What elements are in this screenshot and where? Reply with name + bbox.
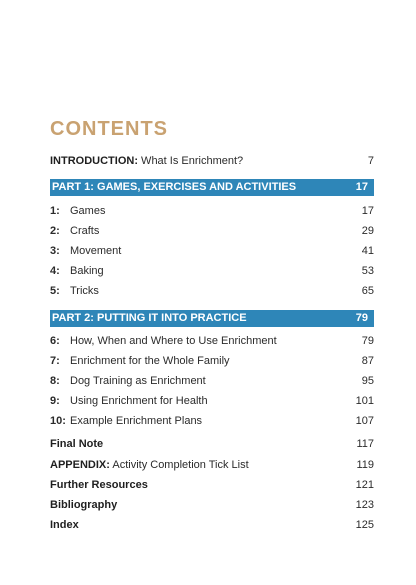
page-number: 17 — [361, 205, 374, 217]
chapter-title: Using Enrichment for Health — [70, 395, 208, 407]
page-number: 123 — [355, 499, 374, 511]
page-number: 79 — [355, 312, 368, 324]
entry-label-bold: Bibliography — [50, 499, 118, 511]
chapter-title: Crafts — [70, 225, 100, 237]
chapter-title: Tricks — [70, 285, 99, 297]
chapter-number: 4: — [50, 265, 60, 277]
toc-entry-index[interactable] — [50, 516, 374, 534]
chapter-number: 8: — [50, 375, 60, 387]
toc-chapter-8[interactable] — [50, 372, 374, 390]
toc-chapter-1[interactable] — [50, 202, 374, 220]
page-number: 121 — [355, 479, 374, 491]
page-number: 95 — [361, 375, 374, 387]
toc-entry-final-note[interactable] — [50, 435, 374, 453]
entry-label-bold: Further Resources — [50, 479, 148, 491]
chapter-title: Enrichment for the Whole Family — [70, 355, 230, 367]
chapter-number: 9: — [50, 395, 60, 407]
toc-part-2-band[interactable] — [50, 310, 374, 327]
chapter-number: 1: — [50, 205, 60, 217]
page-number: 7 — [367, 155, 374, 167]
toc-chapter-7[interactable] — [50, 352, 374, 370]
page-number: 119 — [356, 459, 374, 471]
toc-entry-bibliography[interactable] — [50, 496, 374, 514]
chapter-title: Movement — [70, 245, 122, 257]
chapter-title: Example Enrichment Plans — [70, 415, 203, 427]
entry-label-bold: Index — [50, 519, 79, 531]
chapter-number: 7: — [50, 355, 60, 367]
toc-entry-introduction[interactable] — [50, 152, 374, 170]
chapter-title: How, When and Where to Use Enrichment — [70, 335, 277, 347]
chapter-title: Baking — [70, 265, 104, 277]
toc-chapter-10[interactable] — [50, 412, 374, 430]
entry-label-bold: Final Note — [50, 438, 104, 450]
page-number: 65 — [361, 285, 374, 297]
toc-chapter-6[interactable] — [50, 332, 374, 350]
page-title: CONTENTS — [50, 118, 168, 140]
toc-chapter-2[interactable] — [50, 222, 374, 240]
toc-part-1-band[interactable] — [50, 179, 374, 196]
toc-entry-appendix[interactable] — [50, 456, 374, 474]
entry-label: What Is Enrichment? — [138, 155, 244, 167]
chapter-title: Games — [70, 205, 106, 217]
entry-label: Activity Completion Tick List — [109, 459, 249, 471]
page-number: 107 — [355, 415, 374, 427]
page-number: 53 — [361, 265, 374, 277]
page-number: 125 — [355, 519, 374, 531]
page-number: 117 — [356, 438, 374, 450]
page-number: 101 — [355, 395, 374, 407]
chapter-number: 3: — [50, 245, 60, 257]
chapter-number: 10: — [50, 415, 66, 427]
page-number: 29 — [361, 225, 374, 237]
toc-chapter-4[interactable] — [50, 262, 374, 280]
entry-label-bold: INTRODUCTION: — [50, 155, 138, 167]
part-label: PART 1: GAMES, EXERCISES AND ACTIVITIES — [52, 181, 297, 193]
page-number: 41 — [361, 245, 374, 257]
chapter-number: 6: — [50, 335, 60, 347]
chapter-number: 5: — [50, 285, 60, 297]
entry-label-bold: APPENDIX: — [50, 459, 110, 471]
chapter-number: 2: — [50, 225, 60, 237]
toc-chapter-3[interactable] — [50, 242, 374, 260]
part-label: PART 2: PUTTING IT INTO PRACTICE — [52, 312, 247, 324]
page-number: 17 — [355, 181, 368, 193]
page-number: 79 — [361, 335, 374, 347]
toc-chapter-5[interactable] — [50, 282, 374, 300]
page-number: 87 — [361, 355, 374, 367]
chapter-title: Dog Training as Enrichment — [70, 375, 206, 387]
toc-entry-further-resources[interactable] — [50, 476, 374, 494]
toc-chapter-9[interactable] — [50, 392, 374, 410]
